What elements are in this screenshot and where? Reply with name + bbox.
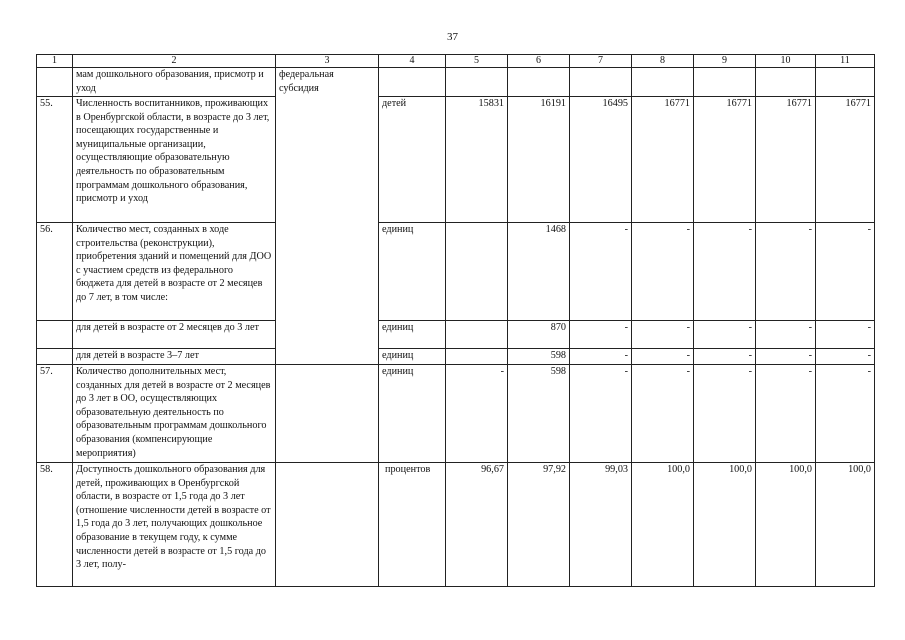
value-cell: 16495 xyxy=(570,97,632,223)
row-number xyxy=(37,68,73,97)
indicators-table xyxy=(36,54,875,587)
row-number: 57. xyxy=(37,365,73,463)
value-cell xyxy=(508,68,570,97)
value-cell: - xyxy=(756,349,816,365)
column-header: 9 xyxy=(694,55,756,68)
table-row xyxy=(37,97,875,223)
value-cell: - xyxy=(816,223,875,321)
value-cell: 99,03 xyxy=(570,463,632,587)
value-cell: - xyxy=(632,349,694,365)
row-number: 55. xyxy=(37,97,73,223)
value-cell: 1468 xyxy=(508,223,570,321)
value-cell: - xyxy=(632,365,694,463)
value-cell: - xyxy=(632,321,694,349)
value-cell: - xyxy=(816,321,875,349)
value-cell: 598 xyxy=(508,349,570,365)
indicator-description: Количество мест, созданных в ходе строительства (реконструкции), приобретения зданий и помещений для ДОО с участием средств из федерального бюджета для детей в возрасте от 2 месяцев до 7 лет, в том числе: xyxy=(73,223,276,321)
value-cell: - xyxy=(756,365,816,463)
table-row xyxy=(37,349,875,365)
row-number: 58. xyxy=(37,463,73,587)
value-cell: 16771 xyxy=(694,97,756,223)
value-cell: 96,67 xyxy=(446,463,508,587)
table-row xyxy=(37,321,875,349)
column-header: 5 xyxy=(446,55,508,68)
unit: процентов xyxy=(379,463,446,587)
value-cell: - xyxy=(694,365,756,463)
value-cell xyxy=(632,68,694,97)
column-header: 7 xyxy=(570,55,632,68)
indicator-description: Доступность дошкольного образования для детей, проживающих в Оренбургской области, в возрасте от 1,5 года до 3 лет (отношение численности детей в возрасте от 1,5 года до 3 лет, получающих дошкольное образование в текущем году, к сумме численности детей в возрасте от 1,5 года до 3 лет, полу- xyxy=(73,463,276,587)
indicator-description: для детей в возрасте от 2 месяцев до 3 лет xyxy=(73,321,276,349)
indicator-description: для детей в возрасте 3–7 лет xyxy=(73,349,276,365)
value-cell: 870 xyxy=(508,321,570,349)
row-number xyxy=(37,349,73,365)
value-cell: - xyxy=(446,365,508,463)
value-cell xyxy=(446,223,508,321)
unit: единиц xyxy=(379,223,446,321)
value-cell xyxy=(816,68,875,97)
column-header: 1 xyxy=(37,55,73,68)
value-cell: - xyxy=(632,223,694,321)
value-cell: - xyxy=(570,365,632,463)
column-header: 2 xyxy=(73,55,276,68)
unit: единиц xyxy=(379,365,446,463)
value-cell: - xyxy=(694,321,756,349)
value-cell xyxy=(756,68,816,97)
value-cell: 100,0 xyxy=(756,463,816,587)
column-number-row xyxy=(37,55,875,68)
value-cell: 100,0 xyxy=(632,463,694,587)
value-cell: - xyxy=(756,321,816,349)
value-cell: - xyxy=(694,349,756,365)
table-row xyxy=(37,223,875,321)
indicator-description: Численность воспитанников, проживающих в Оренбургской области, в возрасте до 3 лет, посещающих государственные и муниципальные организации, осуществляющие образовательную деятельность по образовательным программам дошкольного образования, присмотр и уход xyxy=(73,97,276,223)
value-cell xyxy=(446,68,508,97)
unit: единиц xyxy=(379,321,446,349)
value-cell: 15831 xyxy=(446,97,508,223)
value-cell: 16771 xyxy=(632,97,694,223)
value-cell: - xyxy=(694,223,756,321)
value-cell: 16771 xyxy=(816,97,875,223)
column-header: 8 xyxy=(632,55,694,68)
value-cell xyxy=(694,68,756,97)
table-row xyxy=(37,68,875,97)
value-cell: - xyxy=(570,321,632,349)
funding-source: федеральная субсидия xyxy=(276,68,379,365)
value-cell: - xyxy=(816,365,875,463)
funding-source-empty xyxy=(276,365,379,463)
value-cell: - xyxy=(816,349,875,365)
unit xyxy=(379,68,446,97)
funding-source-empty xyxy=(276,463,379,587)
unit: единиц xyxy=(379,349,446,365)
indicator-description: Количество дополнительных мест, созданных для детей в возрасте от 2 месяцев до 3 лет в ОО, осуществляющих образовательную деятельность по образовательным программам дошкольного образования (компенсирующие мероприятия) xyxy=(73,365,276,463)
column-header: 6 xyxy=(508,55,570,68)
value-cell: 16771 xyxy=(756,97,816,223)
value-cell: - xyxy=(756,223,816,321)
value-cell xyxy=(570,68,632,97)
row-number: 56. xyxy=(37,223,73,321)
table-row xyxy=(37,463,875,587)
column-header: 11 xyxy=(816,55,875,68)
value-cell: 97,92 xyxy=(508,463,570,587)
value-cell xyxy=(446,321,508,349)
page-number: 37 xyxy=(447,31,458,43)
value-cell: 16191 xyxy=(508,97,570,223)
value-cell: 100,0 xyxy=(816,463,875,587)
value-cell: 100,0 xyxy=(694,463,756,587)
column-header: 3 xyxy=(276,55,379,68)
row-number xyxy=(37,321,73,349)
value-cell: - xyxy=(570,223,632,321)
unit: детей xyxy=(379,97,446,223)
value-cell: - xyxy=(570,349,632,365)
table-row xyxy=(37,365,875,463)
column-header: 10 xyxy=(756,55,816,68)
value-cell xyxy=(446,349,508,365)
value-cell: 598 xyxy=(508,365,570,463)
column-header: 4 xyxy=(379,55,446,68)
indicator-description: мам дошкольного образования, присмотр и уход xyxy=(73,68,276,97)
